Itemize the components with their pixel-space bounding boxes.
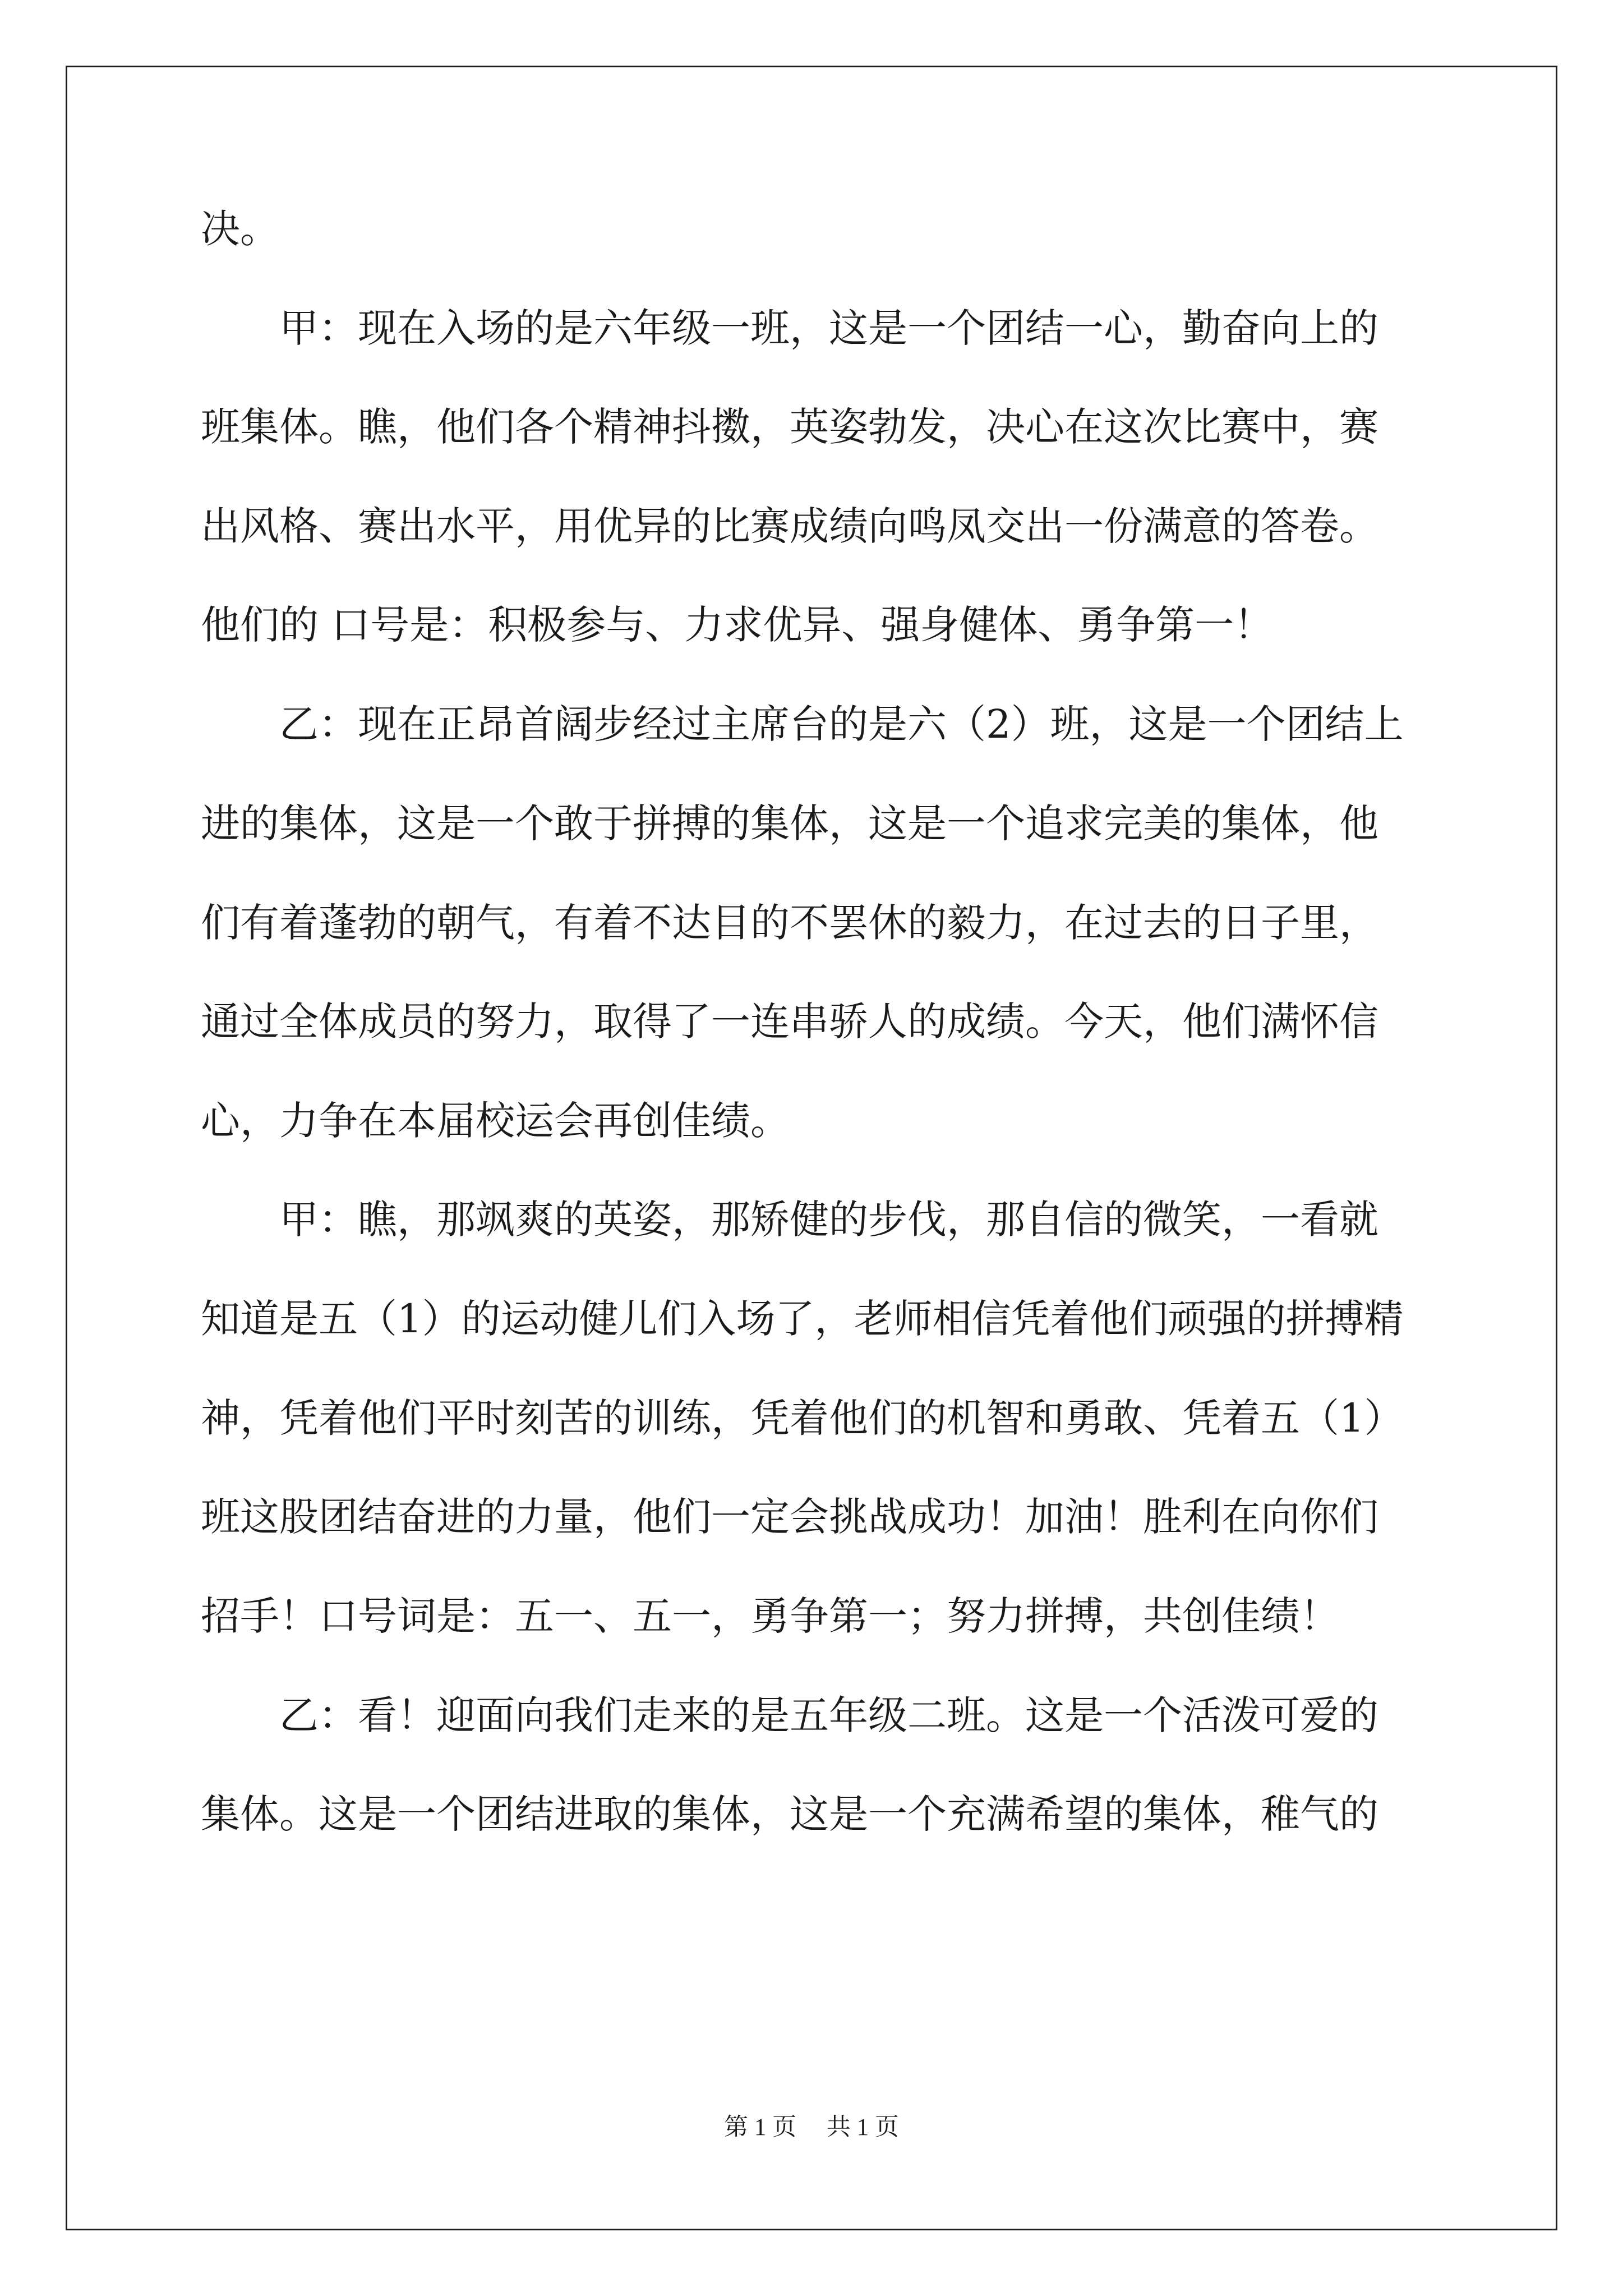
text-line: 决。 <box>201 206 279 252</box>
text-line: 通过全体成员的努力，取得了一连串骄人的成绩。今天，他们满怀信 <box>201 999 1378 1045</box>
page-border <box>66 66 1557 2230</box>
text-line: 他们的 口号是：积极参与、力求优异、强身健体、勇争第一！ <box>201 602 1274 648</box>
text-line: 进的集体，这是一个敢于拼搏的集体，这是一个追求完美的集体，他 <box>201 800 1378 846</box>
text-line: 甲：现在入场的是六年级一班，这是一个团结一心，勤奋向上的 <box>201 305 1378 351</box>
text-line: 班这股团结奋进的力量，他们一定会挑战成功！加油！胜利在向你们 <box>201 1494 1378 1540</box>
text-line: 心，力争在本届校运会再创佳绩。 <box>201 1098 790 1144</box>
text-line: 甲：瞧，那飒爽的英姿，那矫健的步伐，那自信的微笑，一看就 <box>201 1197 1378 1243</box>
page-footer: 第 1 页 共 1 页 <box>724 2114 899 2141</box>
text-line: 出风格、赛出水平，用优异的比赛成绩向鸣凤交出一份满意的答卷。 <box>201 503 1378 549</box>
text-line: 知道是五（1）的运动健儿们入场了，老师相信凭着他们顽强的拼搏精 <box>201 1296 1404 1342</box>
text-line: 招手！口号词是：五一、五一，勇争第一；努力拼搏，共创佳绩！ <box>201 1593 1339 1639</box>
text-line: 神，凭着他们平时刻苦的训练，凭着他们的机智和勇敢、凭着五（1） <box>201 1395 1404 1441</box>
text-line: 乙：看！迎面向我们走来的是五年级二班。这是一个活泼可爱的 <box>201 1692 1378 1738</box>
text-line: 班集体。瞧，他们各个精神抖擞，英姿勃发，决心在这次比赛中，赛 <box>201 404 1378 450</box>
text-line: 们有着蓬勃的朝气，有着不达目的不罢休的毅力，在过去的日子里， <box>201 900 1378 946</box>
text-line: 乙：现在正昂首阔步经过主席台的是六（2）班，这是一个团结上 <box>201 701 1404 747</box>
text-line: 集体。这是一个团结进取的集体，这是一个充满希望的集体，稚气的 <box>201 1791 1378 1837</box>
